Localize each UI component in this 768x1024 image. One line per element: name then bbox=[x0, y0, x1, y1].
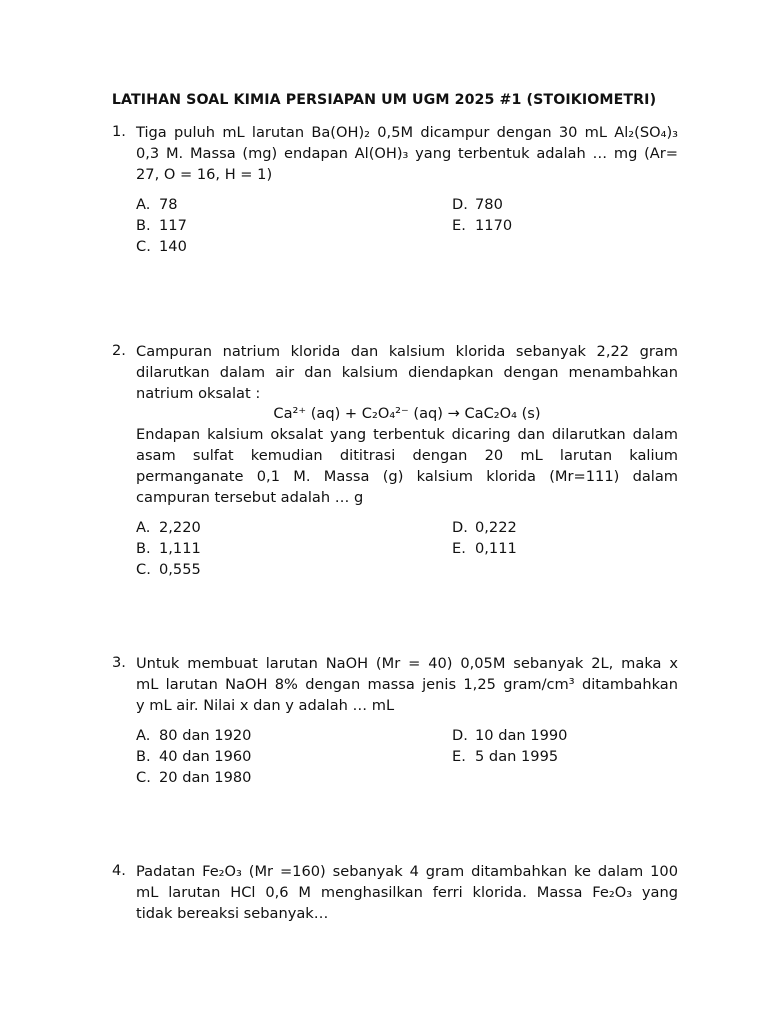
question-4 bbox=[112, 862, 678, 924]
option-b[interactable]: B. 40 dan 1960 bbox=[136, 748, 252, 766]
question-text: Padatan Fe₂O₃ (Mr =160) sebanyak 4 gram ditambahkan ke dalam 100 mL larutan HCl 0,6 M menghasilkan ferri klorida. Massa Fe₂O₃ yang tidak bereaksi sebanyak… bbox=[136, 863, 678, 922]
option-e[interactable]: E. 0,111 bbox=[452, 540, 517, 558]
answer-options bbox=[136, 518, 678, 581]
question-text: Campuran natrium klorida dan kalsium klorida sebanyak 2,22 gram dilarutkan dalam air dan kalsium diendapkan dengan menambahkan natrium oksalat : Ca²⁺ (aq) + C₂O₄²⁻ (aq) → CaC₂O₄ (s) Endapan kalsium oksalat yang terbentuk dicaring dan dilarutkan dalam asam sulfat kemudian dititrasi dengan 20 mL larutan kalium permanganate 0,1 M. Massa (g) kalsium klorida (Mr=111) dalam campuran tersebut adalah … g bbox=[136, 343, 678, 506]
option-c[interactable]: C. 20 dan 1980 bbox=[136, 769, 252, 787]
question-number: 4. bbox=[112, 862, 126, 879]
option-e[interactable]: E. 1170 bbox=[452, 217, 513, 235]
option-c[interactable]: C. 0,555 bbox=[136, 561, 201, 579]
question-number: 3. bbox=[112, 654, 126, 671]
option-d[interactable]: D. 780 bbox=[452, 196, 503, 214]
question-3 bbox=[112, 654, 678, 789]
answer-options bbox=[136, 195, 678, 258]
option-b[interactable]: B. 117 bbox=[136, 217, 187, 235]
option-c[interactable]: C. 140 bbox=[136, 238, 187, 256]
option-a[interactable]: A. 80 dan 1920 bbox=[136, 727, 252, 745]
question-text: Tiga puluh mL larutan Ba(OH)₂ 0,5M dicampur dengan 30 mL Al₂(SO₄)₃ 0,3 M. Massa (mg) endapan Al(OH)₃ yang terbentuk adalah … mg (Ar= 27, O = 16, H = 1) bbox=[136, 124, 678, 183]
option-a[interactable]: A. 2,220 bbox=[136, 519, 201, 537]
question-text: Untuk membuat larutan NaOH (Mr = 40) 0,05M sebanyak 2L, maka x mL larutan NaOH 8% dengan massa jenis 1,25 gram/cm³ ditambahkan y mL air. Nilai x dan y adalah … mL bbox=[136, 655, 678, 714]
option-d[interactable]: D. 0,222 bbox=[452, 519, 517, 537]
option-a[interactable]: A. 78 bbox=[136, 196, 178, 214]
question-number: 2. bbox=[112, 342, 126, 359]
page-title: LATIHAN SOAL KIMIA PERSIAPAN UM UGM 2025 #1 (STOIKIOMETRI) bbox=[111, 92, 657, 108]
question-number: 1. bbox=[112, 123, 126, 140]
reaction-equation: Ca²⁺ (aq) + C₂O₄²⁻ (aq) → CaC₂O₄ (s) bbox=[273, 405, 541, 423]
question-1 bbox=[112, 123, 678, 258]
answer-options bbox=[136, 726, 678, 789]
question-2 bbox=[112, 342, 678, 581]
option-d[interactable]: D. 10 dan 1990 bbox=[452, 727, 568, 745]
option-e[interactable]: E. 5 dan 1995 bbox=[452, 748, 559, 766]
option-b[interactable]: B. 1,111 bbox=[136, 540, 201, 558]
